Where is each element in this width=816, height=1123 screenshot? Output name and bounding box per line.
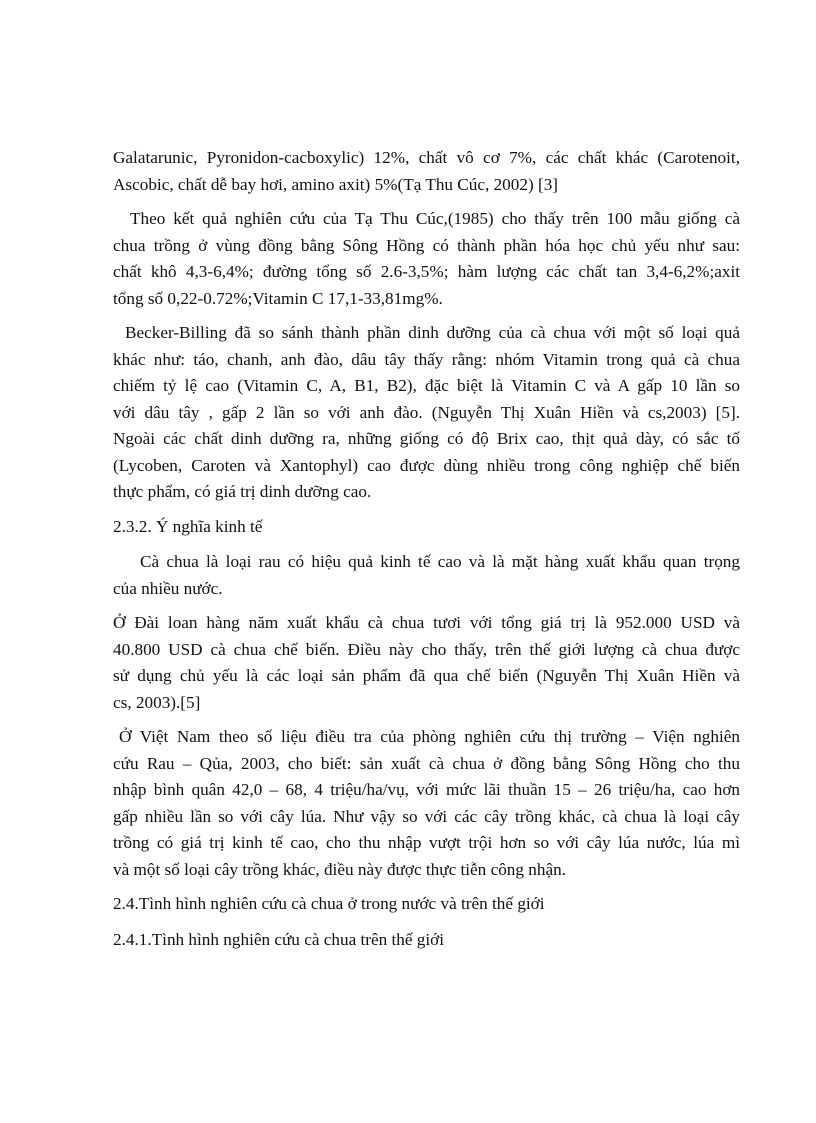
paragraph-high-economic-value — [113, 549, 740, 602]
text-line: chua trồng ở vùng đồng bằng Sông Hồng có thành phần hóa học chủ yếu như sau: — [113, 235, 740, 255]
text-line: với dâu tây , gấp 2 lần so với anh đào. (Nguyễn Thị Xuân Hiền và cs,2003) [5]. — [113, 402, 740, 422]
section-heading-economic-significance: 2.3.2. Ý nghĩa kinh tế — [113, 516, 263, 536]
document-body — [113, 145, 740, 962]
text-line: Theo kết quả nghiên cứu của Tạ Thu Cúc,(1985) cho thấy trên 100 mẫu giống cà — [130, 209, 740, 228]
text-line: tổng số 0,22-0.72%;Vitamin C 17,1-33,81mg%. — [113, 288, 443, 308]
text-line: cs, 2003).[5] — [113, 692, 201, 712]
text-line: thực phẩm, có giá trị dinh dưỡng cao. — [113, 482, 372, 501]
text-line: chất khô 4,3-6,4%; đường tổng số 2.6-3,5%; hàm lượng các chất tan 3,4-6,2%;axit — [113, 262, 740, 281]
text-line: nhập bình quân 42,0 – 68, 4 triệu/ha/vụ, với mức lãi thuần 15 – 26 triệu/ha, cao hơn — [113, 780, 740, 799]
text-line: Ngoài các chất dinh dưỡng ra, những giống có độ Brix cao, thịt quả dày, có sắc tố — [113, 429, 740, 448]
text-line: Ở Đài loan hàng năm xuất khẩu cà chua tươi với tổng giá trị là 952.000 USD và — [113, 613, 740, 632]
text-line: chiếm tỷ lệ cao (Vitamin C, A, B1, B2), đặc biệt là Vitamin C và A gấp 10 lần so — [113, 376, 740, 395]
text-line: Ở Việt Nam theo số liệu điều tra của phòng nghiên cứu thị trường – Viện nghiên — [119, 727, 740, 746]
paragraph-ta-thu-cuc-study — [113, 206, 740, 312]
text-line: (Lycoben, Caroten và Xantophyl) cao được dùng nhiều trong công nghiệp chế biến — [113, 455, 740, 475]
paragraph-taiwan-export — [113, 610, 740, 716]
section-heading-world-research: 2.4.1.Tình hình nghiên cứu cà chua trên thế giới — [113, 929, 445, 949]
paragraph-vietnam-survey — [113, 724, 740, 883]
text-line: 40.800 USD cà chua chế biến. Điều này cho thấy, trên thế giới lượng cà chua được — [113, 639, 740, 659]
text-line: khác như: táo, chanh, anh đào, dâu tây thấy rằng: nhóm Vitamin trong quả cà chua — [113, 349, 740, 369]
text-line: của nhiều nước. — [113, 578, 223, 598]
text-line: và một số loại cây trồng khác, điều này được thực tiễn công nhận. — [113, 859, 566, 879]
text-line: gấp nhiều lần so với cây lúa. Như vậy so với các cây trồng khác, cà chua là loại cây — [113, 806, 740, 826]
paragraph-composition-continued — [113, 145, 740, 198]
paragraph-becker-billing — [113, 320, 740, 506]
text-line: cứu Rau – Qủa, 2003, cho biết: sản xuất cà chua ở đồng bằng Sông Hồng cho thu — [113, 753, 740, 773]
text-line: Cà chua là loại rau có hiệu quả kinh tế cao và là mặt hàng xuất khẩu quan trọng — [140, 552, 740, 571]
text-line: trồng có giá trị kinh tế cao, cho thu nhập vượt trội hơn so với cây lúa nước, lúa mì — [113, 833, 740, 852]
text-line: Ascobic, chất dễ bay hơi, amino axit) 5%(Tạ Thu Cúc, 2002) [3] — [113, 174, 559, 194]
text-line: Galatarunic, Pyronidon-cacboxylic) 12%, chất vô cơ 7%, các chất khác (Carotenoit, — [113, 148, 740, 167]
text-line: sử dụng chủ yếu là các loại sản phẩm đã qua chế biến (Nguyễn Thị Xuân Hiền và — [113, 666, 740, 685]
text-line: Becker-Billing đã so sánh thành phần dinh dưỡng của cà chua với một số loại quả — [125, 323, 740, 342]
section-heading-research-status: 2.4.Tình hình nghiên cứu cà chua ở trong nước và trên thế giới — [113, 894, 545, 913]
